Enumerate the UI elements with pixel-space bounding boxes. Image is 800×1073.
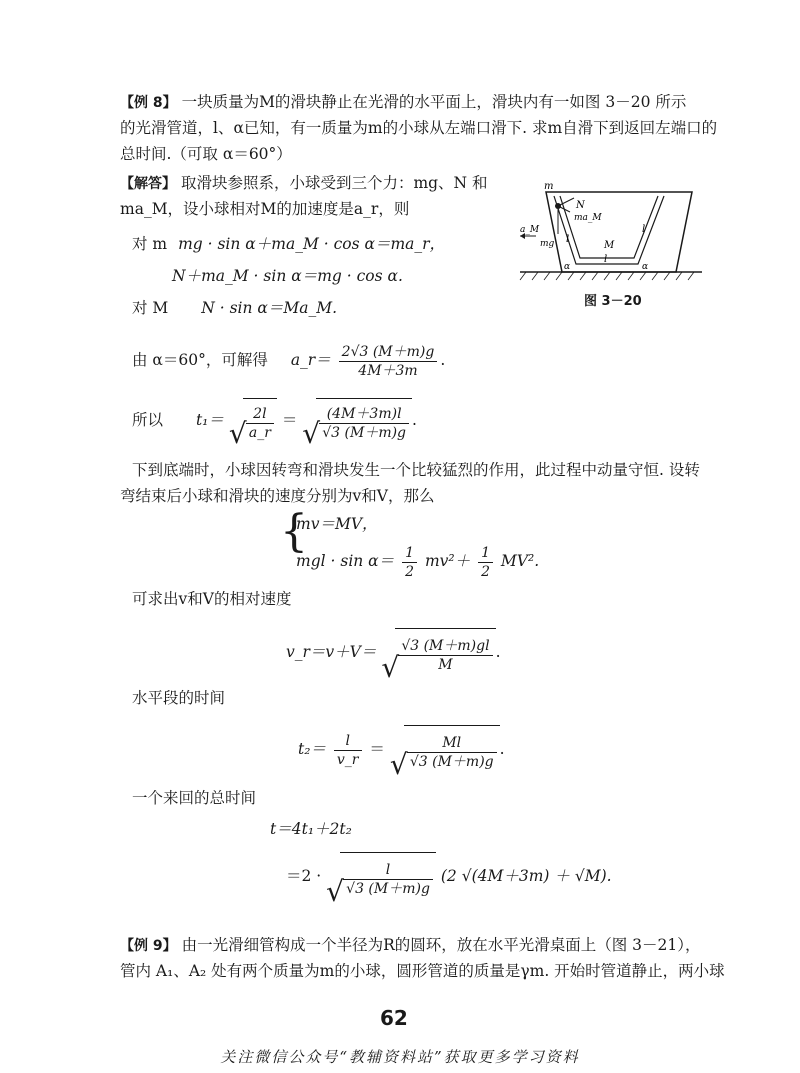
t2-fd: v_r [336,751,359,768]
t2-denominator: √3 (M＋m)g [409,753,494,770]
t2-lhs: t₂＝ [298,740,326,758]
page-number: 62 [380,1006,408,1030]
total-denominator: √3 (M＋m)g [346,880,430,897]
relative-velocity-lead: 可求出v和V的相对速度 [132,590,292,608]
total-eq2 [286,852,612,902]
example8-line3: 总时间.（可取 α＝60°） [120,145,292,163]
figure-caption: 图 3－20 [584,294,642,309]
eq-M-text: N · sin α＝Ma_M. [201,299,338,317]
fig-label-l-right: l [642,224,646,235]
example8-line1 [120,91,686,114]
t1-frac-den: a_r [248,424,271,441]
system-brace: { [280,506,308,557]
total-eq2-lead: ＝2 · [286,867,322,885]
sys2-rhs2: MV². [500,552,540,570]
total-numerator: √ l [343,861,433,880]
total-eq2-tail: (2 √(4M＋3m) ＋ √M). [440,867,612,885]
t2-radical [390,725,500,775]
fig-label-aM: a_M [520,225,540,235]
horizontal-time-lead: 水平段的时间 [132,689,226,707]
ar-denominator: 4M＋3m [358,362,418,379]
fig-label-l-bottom: l [604,254,608,265]
vr-lhs: v_r＝v＋V＝ [286,643,377,661]
solution-intro1 [120,172,488,195]
equation-M [132,297,337,319]
fig-label-alpha-left: α [564,262,571,272]
eq-M-label: 对 M [132,299,169,317]
ar-equation: 由 α＝60°，可解得 a_r＝ $\frac{2√3 (M+m)g}{4M+3m}$ . [132,343,446,379]
half-num-2: 1 [478,544,493,563]
t1-lhs: t₁＝ [195,411,224,429]
fig-label-mg: mg [540,239,555,249]
system-eq2 [296,541,539,581]
solution-intro2: ma_M，设小球相对M的加速度是a_r，则 [120,200,410,218]
fig-label-l-left: l [566,234,570,245]
vr-numerator: √ √3 (M＋m)gl [398,637,492,656]
paragraph-line2: 弯结束后小球和滑块的速度分别为v和V，那么 [120,487,435,505]
sys2-lhs: mgl · sin α＝ [296,552,395,570]
system-eq1: mv＝MV， [296,515,378,533]
t1-radical-1 [229,398,277,444]
fig-label-M: M [604,240,615,251]
solve-lead: 由 α＝60°，可解得 [132,351,268,369]
example8-line2: 的光滑管道，l、α已知，有一质量为m的小球从左端口滑下. 求m自滑下到返回左端口的 [120,119,718,137]
example8-tag: 【例 8】 [120,95,177,111]
equation-m1 [132,233,445,255]
so-lead: 所以 [132,411,164,429]
vr-radical [381,628,495,678]
t1-equation: 所以 t₁＝ √ $\frac{2l}{a\_r}$ ＝ √ $\frac{(4M+3m)l}{√3 (M+m)g}$ . [132,398,417,444]
footer-watermark: 关注微信公众号“教辅资料站”获取更多学习资料 [220,1048,580,1066]
example9-tag: 【例 9】 [120,938,177,954]
example9-line2: 管内 A₁、A₂ 处有两个质量为m的小球，圆形管道的质量是γm. 开始时管道静止，两小球 [120,962,725,980]
total-time-lead: 一个来回的总时间 [132,789,257,807]
figure-3-20 [516,176,706,284]
fig-label-maM: ma_M [574,213,602,223]
t2-numerator: √ Ml [407,734,497,753]
ar-lhs: a_r＝ [290,351,331,369]
total-radical [326,852,436,902]
ar-fraction [339,343,438,380]
t2-fn: l [334,732,362,751]
t1-radical-2 [302,398,412,444]
vr-equation: v_r＝v＋V＝ √ $\frac{√3 (M+m)gl}{M}$ . [286,628,501,678]
t1-frac-num: √ 2l [246,405,274,424]
t2-equation: t₂＝ $\frac{l}{v\_r}$ ＝ √ $\frac{Ml}{√3 (M+m)g}$ . [298,725,505,775]
example9-line1 [120,934,701,957]
half-den-2: 2 [481,563,490,580]
total-eq1: t＝4t₁＋2t₂ [270,820,352,838]
half-num-1: 1 [402,544,417,563]
eq-m-label: 对 m [132,235,168,253]
fig-label-alpha-right: α [642,262,649,272]
vr-denominator: M [438,656,453,673]
sys2-rhs1: mv²＋ [424,552,471,570]
example8-text1: 一块质量为M的滑块静止在光滑的水平面上，滑块内有一如图 3－20 所示 [181,93,687,111]
example9-text1: 由一光滑细管构成一个半径为R的圆环，放在水平光滑桌面上（图 3－21）， [181,936,701,954]
paragraph-line1: 下到底端时，小球因转弯和滑块发生一个比较猛烈的作用，此过程中动量守恒. 设转 [132,461,700,479]
ar-numerator: 2√3 (M＋m)g [339,343,438,362]
eq-m1-text: mg · sin α＋ma_M · cos α＝ma_r， [178,235,446,253]
fig-label-m: m [544,181,554,192]
equation-m2 [172,265,403,287]
half-den-1: 2 [405,563,415,580]
solution-tag: 【解答】 [120,176,176,192]
t1-numerator: √ (4M＋3m)l [319,405,409,424]
eq-m2-text: N＋ma_M · sin α＝mg · cos α. [172,267,403,285]
t1-denominator: √3 (M＋m)g [322,424,407,441]
fig-label-N: N [576,200,585,211]
solution-intro1-text: 取滑块参照系，小球受到三个力：mg、N 和 [180,174,488,192]
